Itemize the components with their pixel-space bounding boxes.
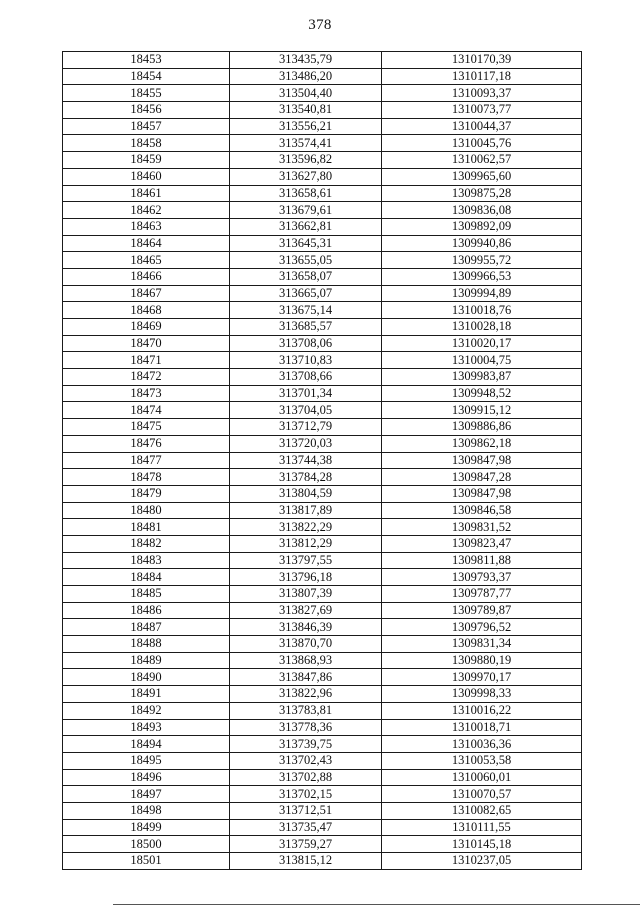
x-coordinate-cell: 313783,81 (230, 702, 382, 719)
y-coordinate-cell: 1310036,36 (382, 736, 582, 753)
x-coordinate-cell: 313685,57 (230, 319, 382, 336)
point-number-cell: 18483 (63, 552, 230, 569)
point-number-cell: 18475 (63, 419, 230, 436)
y-coordinate-cell: 1310111,55 (382, 819, 582, 836)
point-number-cell: 18488 (63, 636, 230, 653)
point-number-cell: 18495 (63, 752, 230, 769)
table-row (63, 802, 582, 819)
table-row (63, 218, 582, 235)
y-coordinate-cell: 1309847,98 (382, 485, 582, 502)
point-number-cell: 18499 (63, 819, 230, 836)
x-coordinate-cell: 313658,07 (230, 268, 382, 285)
table-row (63, 719, 582, 736)
x-coordinate-cell: 313778,36 (230, 719, 382, 736)
y-coordinate-cell: 1310237,05 (382, 853, 582, 870)
table-row (63, 152, 582, 169)
x-coordinate-cell: 313655,05 (230, 252, 382, 269)
x-coordinate-cell: 313627,80 (230, 168, 382, 185)
y-coordinate-cell: 1309886,86 (382, 419, 582, 436)
table-row (63, 669, 582, 686)
table-row (63, 702, 582, 719)
y-coordinate-cell: 1310062,57 (382, 152, 582, 169)
y-coordinate-cell: 1309862,18 (382, 435, 582, 452)
table-row (63, 402, 582, 419)
x-coordinate-cell: 313784,28 (230, 469, 382, 486)
table-row (63, 202, 582, 219)
x-coordinate-cell: 313662,81 (230, 218, 382, 235)
point-number-cell: 18454 (63, 68, 230, 85)
x-coordinate-cell: 313702,15 (230, 786, 382, 803)
y-coordinate-cell: 1309994,89 (382, 285, 582, 302)
point-number-cell: 18501 (63, 853, 230, 870)
point-number-cell: 18455 (63, 85, 230, 102)
y-coordinate-cell: 1309793,37 (382, 569, 582, 586)
x-coordinate-cell: 313812,29 (230, 535, 382, 552)
point-number-cell: 18491 (63, 686, 230, 703)
point-number-cell: 18453 (63, 52, 230, 69)
x-coordinate-cell: 313744,38 (230, 452, 382, 469)
y-coordinate-cell: 1309998,33 (382, 686, 582, 703)
x-coordinate-cell: 313720,03 (230, 435, 382, 452)
x-coordinate-cell: 313702,88 (230, 769, 382, 786)
table-row (63, 736, 582, 753)
point-number-cell: 18484 (63, 569, 230, 586)
point-number-cell: 18477 (63, 452, 230, 469)
point-number-cell: 18481 (63, 519, 230, 536)
x-coordinate-cell: 313708,06 (230, 335, 382, 352)
table-row (63, 853, 582, 870)
point-number-cell: 18469 (63, 319, 230, 336)
table-row (63, 636, 582, 653)
table-row (63, 769, 582, 786)
y-coordinate-cell: 1310053,58 (382, 752, 582, 769)
table-row (63, 836, 582, 853)
x-coordinate-cell: 313556,21 (230, 118, 382, 135)
x-coordinate-cell: 313822,29 (230, 519, 382, 536)
y-coordinate-cell: 1309787,77 (382, 586, 582, 603)
x-coordinate-cell: 313702,43 (230, 752, 382, 769)
table-row (63, 502, 582, 519)
y-coordinate-cell: 1309875,28 (382, 185, 582, 202)
point-number-cell: 18463 (63, 218, 230, 235)
point-number-cell: 18474 (63, 402, 230, 419)
y-coordinate-cell: 1310028,18 (382, 319, 582, 336)
table-row (63, 569, 582, 586)
y-coordinate-cell: 1309831,52 (382, 519, 582, 536)
table-row (63, 352, 582, 369)
x-coordinate-cell: 313679,61 (230, 202, 382, 219)
table-row (63, 535, 582, 552)
x-coordinate-cell: 313797,55 (230, 552, 382, 569)
table-row (63, 619, 582, 636)
point-number-cell: 18464 (63, 235, 230, 252)
y-coordinate-cell: 1310018,71 (382, 719, 582, 736)
table-row (63, 135, 582, 152)
x-coordinate-cell: 313435,79 (230, 52, 382, 69)
point-number-cell: 18470 (63, 335, 230, 352)
y-coordinate-cell: 1309965,60 (382, 168, 582, 185)
table-row (63, 68, 582, 85)
table-row (63, 185, 582, 202)
point-number-cell: 18492 (63, 702, 230, 719)
y-coordinate-cell: 1309915,12 (382, 402, 582, 419)
point-number-cell: 18466 (63, 268, 230, 285)
point-number-cell: 18476 (63, 435, 230, 452)
y-coordinate-cell: 1309940,86 (382, 235, 582, 252)
table-row (63, 652, 582, 669)
table-row (63, 385, 582, 402)
x-coordinate-cell: 313708,66 (230, 369, 382, 386)
x-coordinate-cell: 313540,81 (230, 102, 382, 119)
point-number-cell: 18486 (63, 602, 230, 619)
point-number-cell: 18460 (63, 168, 230, 185)
y-coordinate-cell: 1309847,98 (382, 452, 582, 469)
point-number-cell: 18485 (63, 586, 230, 603)
y-coordinate-cell: 1309789,87 (382, 602, 582, 619)
y-coordinate-cell: 1310073,77 (382, 102, 582, 119)
point-number-cell: 18490 (63, 669, 230, 686)
x-coordinate-cell: 313807,39 (230, 586, 382, 603)
y-coordinate-cell: 1309970,17 (382, 669, 582, 686)
x-coordinate-cell: 313847,86 (230, 669, 382, 686)
y-coordinate-cell: 1310060,01 (382, 769, 582, 786)
point-number-cell: 18468 (63, 302, 230, 319)
x-coordinate-cell: 313868,93 (230, 652, 382, 669)
x-coordinate-cell: 313735,47 (230, 819, 382, 836)
table-row (63, 469, 582, 486)
y-coordinate-cell: 1309955,72 (382, 252, 582, 269)
table-row (63, 602, 582, 619)
table-row (63, 285, 582, 302)
y-coordinate-cell: 1309880,19 (382, 652, 582, 669)
table-row (63, 85, 582, 102)
point-number-cell: 18459 (63, 152, 230, 169)
table-row (63, 419, 582, 436)
table-row (63, 686, 582, 703)
point-number-cell: 18458 (63, 135, 230, 152)
y-coordinate-cell: 1309846,58 (382, 502, 582, 519)
point-number-cell: 18487 (63, 619, 230, 636)
point-number-cell: 18473 (63, 385, 230, 402)
x-coordinate-cell: 313759,27 (230, 836, 382, 853)
x-coordinate-cell: 313675,14 (230, 302, 382, 319)
y-coordinate-cell: 1309966,53 (382, 268, 582, 285)
y-coordinate-cell: 1310145,18 (382, 836, 582, 853)
table-row (63, 118, 582, 135)
point-number-cell: 18461 (63, 185, 230, 202)
table-row (63, 268, 582, 285)
y-coordinate-cell: 1309983,87 (382, 369, 582, 386)
table-row (63, 52, 582, 69)
x-coordinate-cell: 313712,51 (230, 802, 382, 819)
x-coordinate-cell: 313846,39 (230, 619, 382, 636)
table-row (63, 819, 582, 836)
y-coordinate-cell: 1310170,39 (382, 52, 582, 69)
y-coordinate-cell: 1309811,88 (382, 552, 582, 569)
point-number-cell: 18496 (63, 769, 230, 786)
x-coordinate-cell: 313701,34 (230, 385, 382, 402)
y-coordinate-cell: 1310004,75 (382, 352, 582, 369)
y-coordinate-cell: 1309831,34 (382, 636, 582, 653)
y-coordinate-cell: 1310016,22 (382, 702, 582, 719)
y-coordinate-cell: 1310044,37 (382, 118, 582, 135)
x-coordinate-cell: 313815,12 (230, 853, 382, 870)
page-number: 378 (308, 17, 332, 33)
x-coordinate-cell: 313665,07 (230, 285, 382, 302)
x-coordinate-cell: 313645,31 (230, 235, 382, 252)
point-number-cell: 18493 (63, 719, 230, 736)
table-row (63, 586, 582, 603)
table-row (63, 102, 582, 119)
y-coordinate-cell: 1310082,65 (382, 802, 582, 819)
point-number-cell: 18494 (63, 736, 230, 753)
x-coordinate-cell: 313827,69 (230, 602, 382, 619)
table-row (63, 319, 582, 336)
point-number-cell: 18457 (63, 118, 230, 135)
table-row (63, 452, 582, 469)
x-coordinate-cell: 313739,75 (230, 736, 382, 753)
x-coordinate-cell: 313822,96 (230, 686, 382, 703)
table-row (63, 252, 582, 269)
table-row (63, 302, 582, 319)
point-number-cell: 18456 (63, 102, 230, 119)
point-number-cell: 18497 (63, 786, 230, 803)
x-coordinate-cell: 313574,41 (230, 135, 382, 152)
x-coordinate-cell: 313704,05 (230, 402, 382, 419)
x-coordinate-cell: 313796,18 (230, 569, 382, 586)
table-row (63, 485, 582, 502)
x-coordinate-cell: 313804,59 (230, 485, 382, 502)
point-number-cell: 18479 (63, 485, 230, 502)
y-coordinate-cell: 1310070,57 (382, 786, 582, 803)
y-coordinate-cell: 1309796,52 (382, 619, 582, 636)
y-coordinate-cell: 1310093,37 (382, 85, 582, 102)
point-number-cell: 18482 (63, 535, 230, 552)
point-number-cell: 18498 (63, 802, 230, 819)
x-coordinate-cell: 313658,61 (230, 185, 382, 202)
x-coordinate-cell: 313817,89 (230, 502, 382, 519)
table-row (63, 369, 582, 386)
point-number-cell: 18489 (63, 652, 230, 669)
y-coordinate-cell: 1309823,47 (382, 535, 582, 552)
x-coordinate-cell: 313504,40 (230, 85, 382, 102)
table-row (63, 752, 582, 769)
x-coordinate-cell: 313870,70 (230, 636, 382, 653)
y-coordinate-cell: 1310117,18 (382, 68, 582, 85)
point-number-cell: 18472 (63, 369, 230, 386)
table-row (63, 519, 582, 536)
point-number-cell: 18467 (63, 285, 230, 302)
table-row (63, 235, 582, 252)
table-row (63, 168, 582, 185)
point-number-cell: 18465 (63, 252, 230, 269)
y-coordinate-cell: 1310018,76 (382, 302, 582, 319)
point-number-cell: 18471 (63, 352, 230, 369)
point-number-cell: 18500 (63, 836, 230, 853)
point-number-cell: 18480 (63, 502, 230, 519)
table-body (63, 52, 582, 870)
table-row (63, 435, 582, 452)
y-coordinate-cell: 1309847,28 (382, 469, 582, 486)
y-coordinate-cell: 1310020,17 (382, 335, 582, 352)
y-coordinate-cell: 1309948,52 (382, 385, 582, 402)
x-coordinate-cell: 313486,20 (230, 68, 382, 85)
x-coordinate-cell: 313710,83 (230, 352, 382, 369)
table-row (63, 552, 582, 569)
y-coordinate-cell: 1309892,09 (382, 218, 582, 235)
y-coordinate-cell: 1310045,76 (382, 135, 582, 152)
point-number-cell: 18462 (63, 202, 230, 219)
x-coordinate-cell: 313596,82 (230, 152, 382, 169)
coordinates-table (62, 51, 582, 870)
x-coordinate-cell: 313712,79 (230, 419, 382, 436)
table-row (63, 335, 582, 352)
table-row (63, 786, 582, 803)
y-coordinate-cell: 1309836,08 (382, 202, 582, 219)
point-number-cell: 18478 (63, 469, 230, 486)
